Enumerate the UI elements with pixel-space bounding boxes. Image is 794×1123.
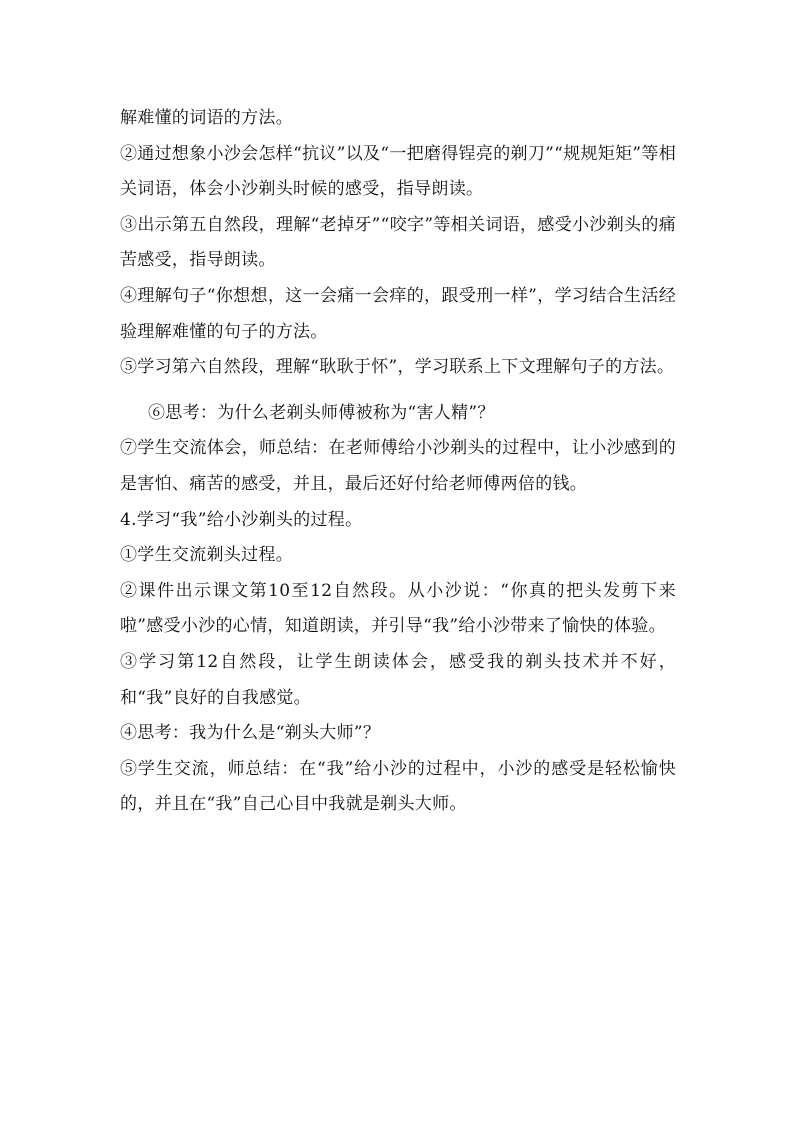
paragraph-substep-5: ⑤学生交流，师总结：在“我”给小沙的过程中，小沙的感受是轻松愉快的，并且在“我”自己心目中我就是剃头大师。: [120, 758, 676, 815]
paragraph-step-3: ③出示第五自然段，理解“老掉牙”“咬字”等相关词语，感受小沙剃头的痛苦感受，指导朗读。: [120, 214, 676, 271]
paragraph-substep-4: ④思考：我为什么是“剃头大师”？: [120, 723, 381, 744]
paragraph-step-4: ④理解句子“你想想，这一会痛一会痒的，跟受刑一样”，学习结合生活经验理解难懂的句子的方法。: [120, 285, 676, 342]
paragraph-step-5: ⑤学习第六自然段，理解“耿耿于怀”，学习联系上下文理解句子的方法。: [120, 357, 675, 378]
paragraph-substep-1: ①学生交流剃头过程。: [120, 545, 293, 566]
paragraph-step-6: ⑥思考：为什么老剃头师傅被称为“害人精”？: [148, 402, 495, 423]
paragraph-substep-3: ③学习第12自然段，让学生朗读体会，感受我的剃头技术并不好，和“我”良好的自我感觉。: [120, 651, 676, 708]
paragraph-step-2: ②通过想象小沙会怎样“抗议”以及“一把磨得锃亮的剃刀”“规规矩矩”等相关词语，体会小沙剃头时候的感受，指导朗读。: [120, 143, 676, 200]
document-body: [120, 101, 676, 823]
section-heading-4: 4.学习“我”给小沙剃头的过程。: [120, 509, 363, 530]
paragraph-continuation: 解难懂的词语的方法。: [120, 108, 293, 128]
paragraph-substep-2: ②课件出示课文第10至12自然段。从小沙说：“你真的把头发剪下来啦”感受小沙的心情，知道朗读，并引导“我”给小沙带来了愉快的体验。: [120, 580, 676, 637]
paragraph-step-7: ⑦学生交流体会，师总结：在老师傅给小沙剃头的过程中，让小沙感到的是害怕、痛苦的感受，并且，最后还好付给老师傅两倍的钱。: [120, 438, 676, 494]
